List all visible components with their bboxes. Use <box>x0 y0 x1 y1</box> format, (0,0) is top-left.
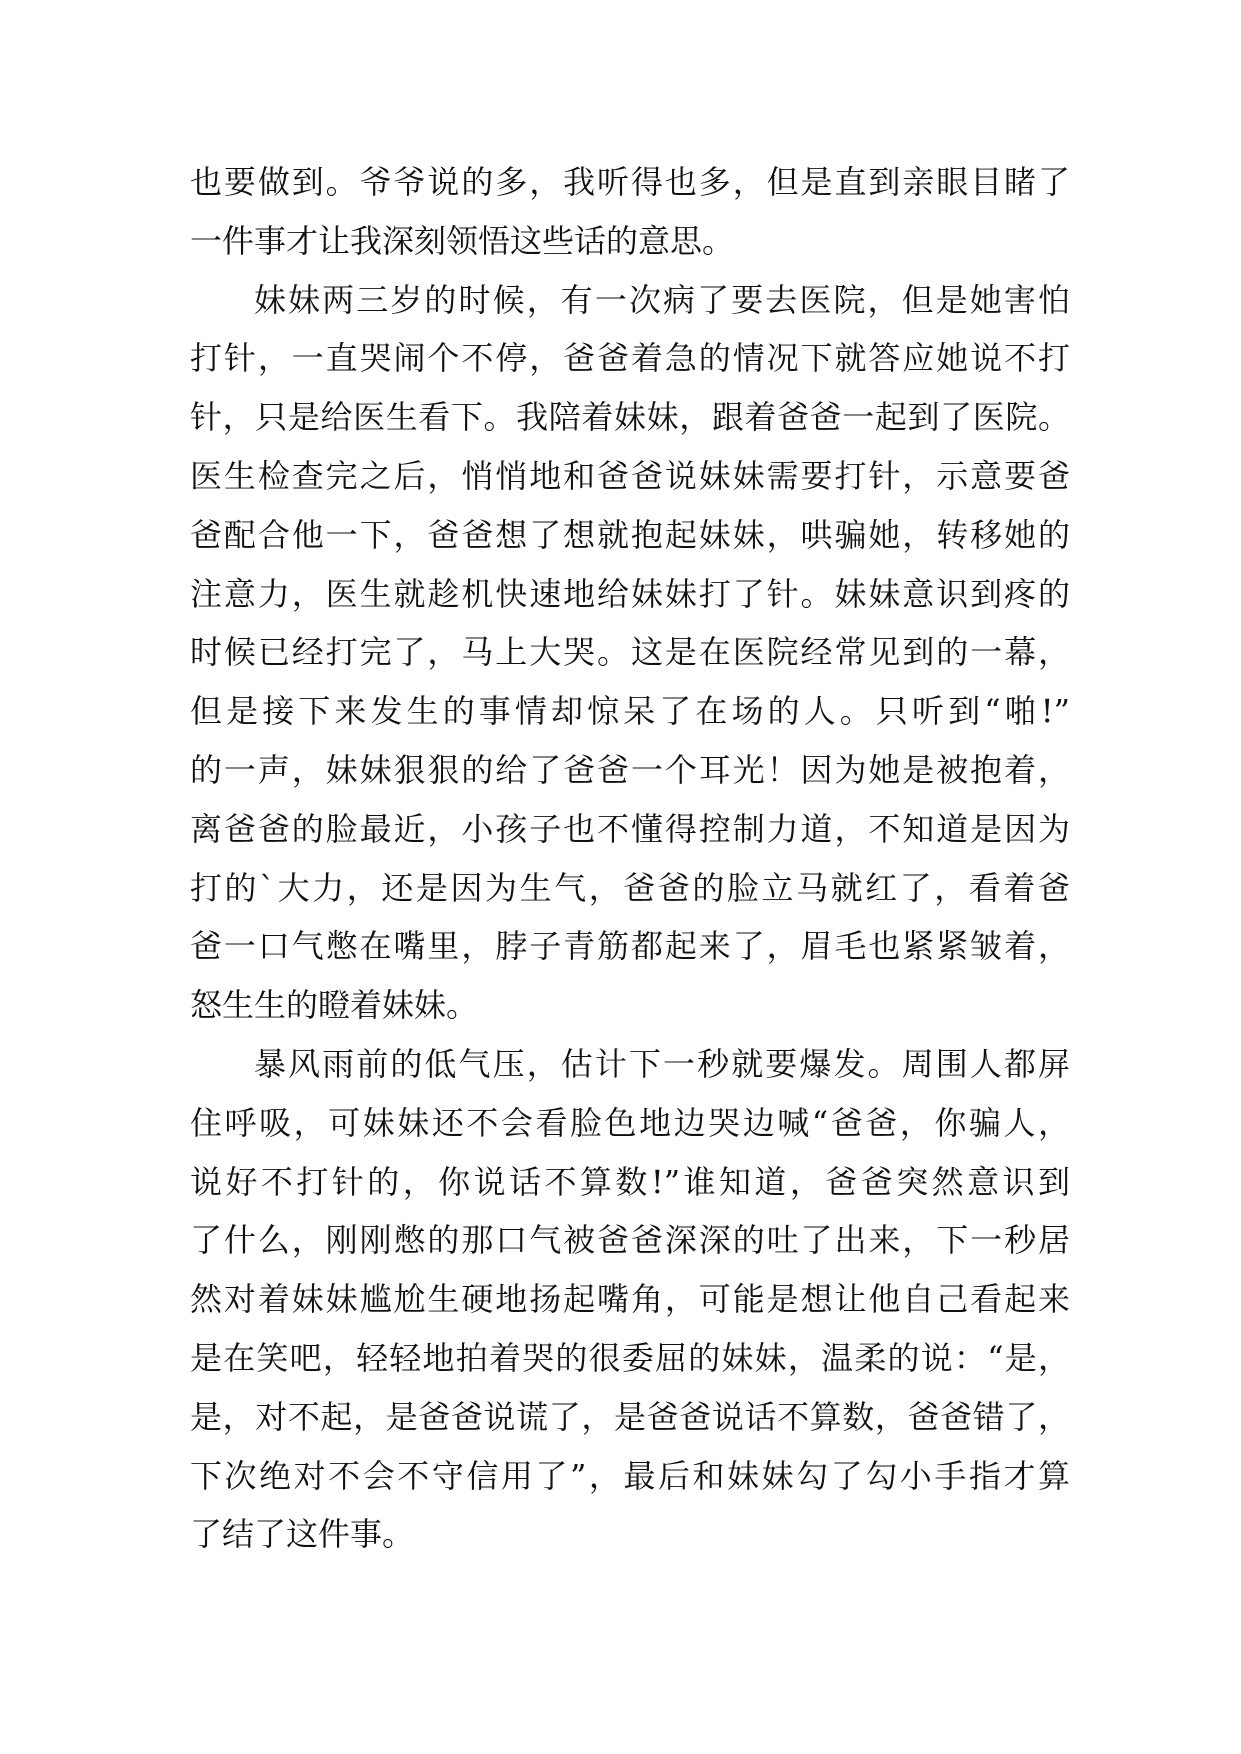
text-line: 离爸爸的脸最近，小孩子也不懂得控制力道，不知道是因为 <box>190 809 1070 848</box>
text-line: 爸配合他一下，爸爸想了想就抱起妹妹，哄骗她，转移她的 <box>190 515 1070 554</box>
text-line: 但是接下来发生的事情却惊呆了在场的人。只听到“啪!” <box>190 692 1070 731</box>
paragraph-start-line: 妹妹两三岁的时候，有一次病了要去医院，但是她害怕 <box>254 280 1070 319</box>
text-line: 下次绝对不会不守信用了”，最后和妹妹勾了勾小手指才算 <box>190 1456 1070 1495</box>
text-line: 说好不打针的，你说话不算数!”谁知道，爸爸突然意识到 <box>190 1162 1070 1201</box>
body-text <box>190 153 1070 1564</box>
text-line: 的一声，妹妹狠狠的给了爸爸一个耳光！因为她是被抱着， <box>190 750 1070 789</box>
text-line: 怒生生的瞪着妹妹。 <box>190 986 479 1025</box>
text-line: 了什么，刚刚憋的那口气被爸爸深深的吐了出来，下一秒居 <box>190 1221 1070 1260</box>
text-line: 注意力，医生就趁机快速地给妹妹打了针。妹妹意识到疼的 <box>190 574 1070 613</box>
text-line: 打的`大力，还是因为生气，爸爸的脸立马就红了，看着爸 <box>190 868 1070 907</box>
text-line: 然对着妹妹尴尬生硬地扬起嘴角，可能是想让他自己看起来 <box>190 1280 1070 1319</box>
text-line: 打针，一直哭闹个不停，爸爸着急的情况下就答应她说不打 <box>190 339 1070 378</box>
text-line: 了结了这件事。 <box>190 1515 415 1554</box>
text-line: 是，对不起，是爸爸说谎了，是爸爸说话不算数，爸爸错了， <box>190 1397 1070 1436</box>
paragraph-start-line: 暴风雨前的低气压，估计下一秒就要爆发。周围人都屏 <box>254 1044 1070 1083</box>
text-line: 时候已经打完了，马上大哭。这是在医院经常见到的一幕， <box>190 633 1070 672</box>
text-line: 爸一口气憋在嘴里，脖子青筋都起来了，眉毛也紧紧皱着， <box>190 927 1070 966</box>
text-line: 住呼吸，可妹妹还不会看脸色地边哭边喊“爸爸，你骗人， <box>190 1103 1070 1142</box>
text-line: 是在笑吧，轻轻地拍着哭的很委屈的妹妹，温柔的说：“是， <box>190 1338 1070 1377</box>
text-line: 也要做到。爷爷说的多，我听得也多，但是直到亲眼目睹了 <box>190 163 1070 201</box>
text-line: 医生检查完之后，悄悄地和爸爸说妹妹需要打针，示意要爸 <box>190 456 1070 495</box>
text-line: 一件事才让我深刻领悟这些话的意思。 <box>190 221 735 260</box>
text-line: 针，只是给医生看下。我陪着妹妹，跟着爸爸一起到了医院。 <box>190 398 1070 437</box>
